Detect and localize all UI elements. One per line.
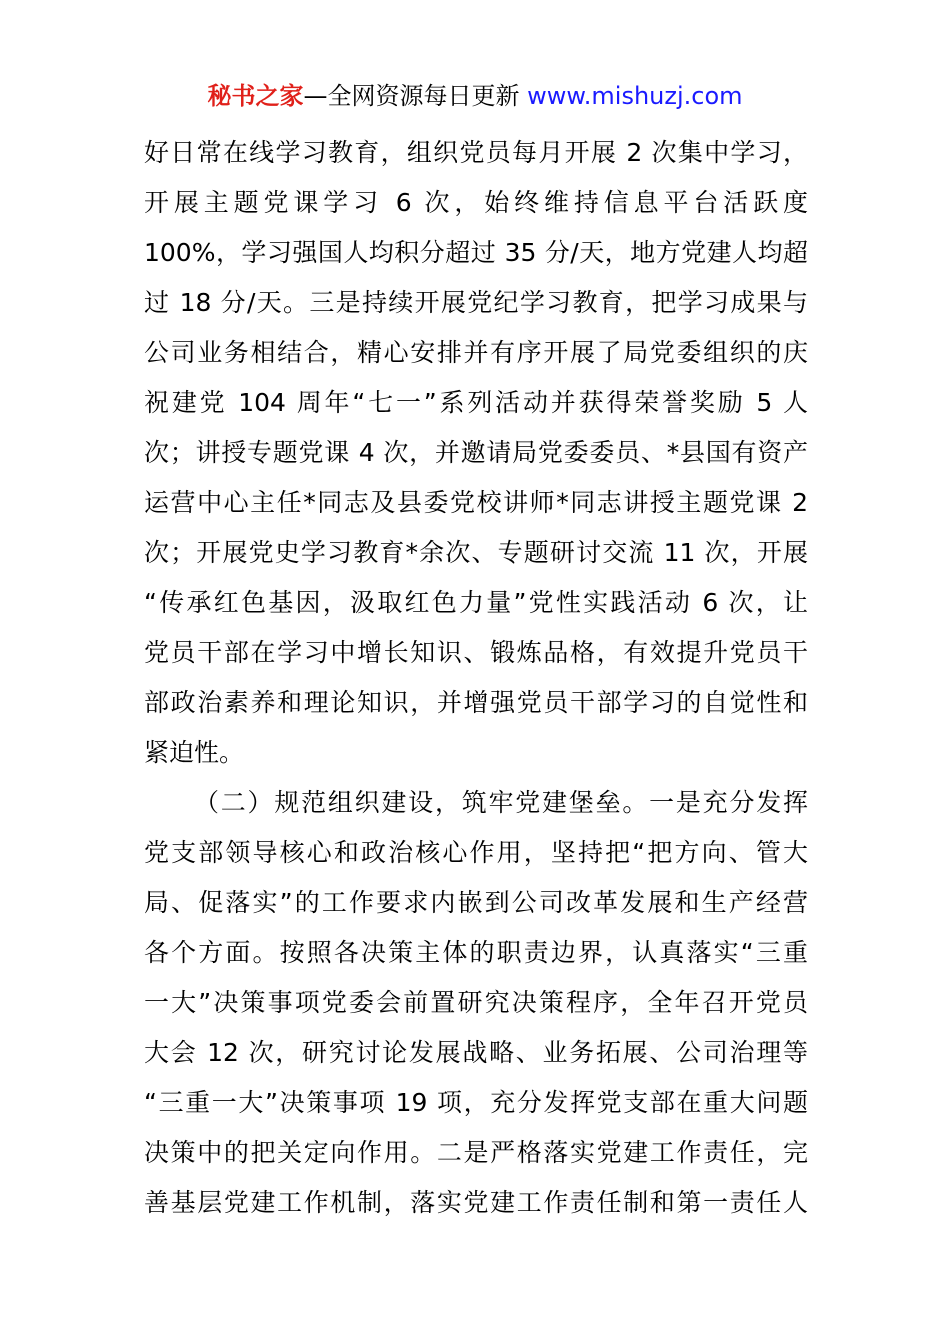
text-line: “三重一大”决策事项 19 项，充分发挥党支部在重大问题	[144, 1088, 808, 1117]
text-line: 善基层党建工作机制，落实党建工作责任制和第一责任人	[144, 1188, 808, 1217]
section-heading-line: （二）规范组织建设，筑牢党建堡垒。一是充分发挥	[194, 788, 808, 817]
site-url-link[interactable]: www.mishuzj.com	[527, 82, 743, 110]
text-line: 大会 12 次，研究讨论发展战略、业务拓展、公司治理等	[144, 1038, 808, 1067]
text-line: 决策中的把关定向作用。二是严格落实党建工作责任，完	[144, 1138, 808, 1167]
text-line: 运营中心主任*同志及县委党校讲师*同志讲授主题党课 2	[144, 488, 808, 517]
site-tagline: —全网资源每日更新	[303, 82, 520, 110]
text-line: 公司业务相结合，精心安排并有序开展了局党委组织的庆	[144, 338, 808, 367]
text-line: 局、促落实”的工作要求内嵌到公司改革发展和生产经营	[144, 888, 808, 917]
text-line: 祝建党 104 周年“七一”系列活动并获得荣誉奖励 5 人	[144, 388, 808, 417]
text-line: 次；开展党史学习教育*余次、专题研讨交流 11 次，开展	[144, 538, 808, 567]
site-header	[0, 80, 950, 112]
text-line: 各个方面。按照各决策主体的职责边界，认真落实“三重	[144, 938, 808, 967]
text-line: “传承红色基因，汲取红色力量”党性实践活动 6 次，让	[144, 588, 808, 617]
text-line: 次；讲授专题党课 4 次，并邀请局党委委员、*县国有资产	[144, 438, 808, 467]
text-line: 党支部领导核心和政治核心作用，坚持把“把方向、管大	[144, 838, 808, 867]
text-line: 部政治素养和理论知识，并增强党员干部学习的自觉性和	[144, 688, 808, 717]
site-brand: 秘书之家	[207, 82, 304, 110]
text-line: 紧迫性。	[144, 738, 245, 767]
text-line: 开展主题党课学习 6 次，始终维持信息平台活跃度	[144, 188, 808, 217]
text-line: 好日常在线学习教育，组织党员每月开展 2 次集中学习，	[144, 138, 808, 167]
text-line: 过 18 分/天。三是持续开展党纪学习教育，把学习成果与	[144, 288, 808, 317]
text-line: 党员干部在学习中增长知识、锻炼品格，有效提升党员干	[144, 638, 808, 667]
text-line: 一大”决策事项党委会前置研究决策程序，全年召开党员	[144, 988, 808, 1017]
text-line: 100%，学习强国人均积分超过 35 分/天，地方党建人均超	[144, 238, 808, 267]
document-body	[144, 128, 808, 1228]
